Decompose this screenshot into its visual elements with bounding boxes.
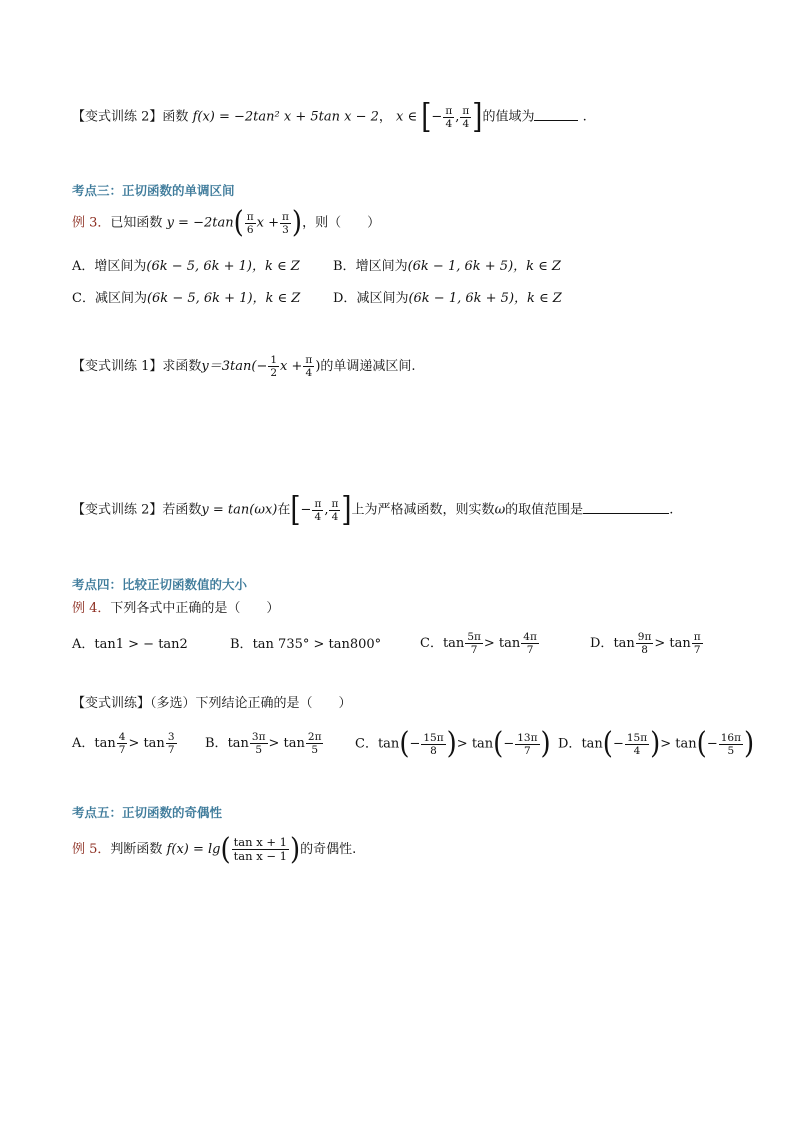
variant-1-decreasing-interval: 【变式训练 1】求函数y＝3tan(− $\frac{1}{2}$ x + $\frac{\pi}{4}$ )的单调递减区间. — [72, 354, 416, 379]
fraction: $\frac{\pi}{4}$ — [445, 104, 453, 130]
option-a: A．增区间为(6k − 5, 6k + 1)，k ∈ Z — [72, 259, 300, 274]
fraction: $\frac{\pi}{6}$ — [246, 210, 254, 236]
section-title-4: 考点四：比较正切函数值的大小 — [72, 577, 248, 592]
variant-2-value-range: 【变式训练 2】函数 f(x) = −2tan² x + 5tan x − 2， x ∈ [− $\frac{\pi}{4}$ , $\frac{\pi}{4}$ ]的值域为 . — [72, 97, 587, 137]
variant-option-b: B．tan $\frac{3\pi}{5}$ > tan $\frac{2\pi}{5}$ — [205, 731, 322, 756]
variant-option-c: C．tan(− $\frac{15\pi}{8}$ )> tan(− $\frac{13\pi}{7}$ ) — [355, 726, 551, 762]
variant-2-omega-range: 【变式训练 2】若函数y = tan(ωx)在[− $\frac{\pi}{4}$ , $\frac{\pi}{4}$ ]上为严格减函数，则实数ω的取值范围是 . — [72, 490, 674, 530]
function-expression: f(x) = −2tan² x + 5tan x − 2 — [192, 109, 379, 125]
example-4-option-a: A．tan1 > − tan2 — [72, 637, 188, 652]
example-4-option-b: B．tan 735° > tan800° — [230, 637, 382, 652]
example-4: 例 4．下列各式中正确的是（ ） — [72, 601, 280, 616]
example-5: 例 5．判断函数 f(x) = lg( $\frac{\text{tan x + 1}}{\text{tan x − 1}}$ )的奇偶性. — [72, 832, 357, 867]
fraction: $\frac{\pi}{3}$ — [282, 210, 289, 236]
section-title-3: 考点三：正切函数的单调区间 — [72, 183, 235, 198]
right-bracket: ] — [472, 97, 483, 137]
fraction: $\frac{\pi}{4}$ — [462, 104, 470, 130]
answer-blank — [583, 501, 669, 514]
option-d: D．减区间为(6k − 1, 6k + 5)，k ∈ Z — [333, 291, 562, 306]
option-b: B．增区间为(6k − 1, 6k + 5)，k ∈ Z — [333, 259, 561, 274]
example-4-option-d: D．tan $\frac{9\pi}{8}$ > tan $\frac{\pi}{7}$ — [590, 631, 701, 656]
fraction: $\frac{\pi}{4}$ — [331, 497, 339, 523]
example-4-option-c: C．tan $\frac{5\pi}{7}$ > tan $\frac{4\pi}{7}$ — [420, 631, 537, 656]
answer-blank — [534, 108, 578, 121]
fraction: $\frac{\pi}{4}$ — [314, 497, 322, 523]
example-3: 例 3．已知函数 y = −2tan( $\frac{\pi}{6}$ x + $\frac{\pi}{3}$ )，则（ ） — [72, 205, 381, 241]
variant-option-a: A．tan $\frac{4}{7}$ > tan $\frac{3}{7}$ — [72, 731, 175, 756]
fraction: $\frac{\text{tan x + 1}}{\text{tan x − 1}}$ — [233, 835, 287, 863]
section-title-5: 考点五：正切函数的奇偶性 — [72, 805, 223, 820]
option-c: C．减区间为(6k − 5, 6k + 1)，k ∈ Z — [72, 291, 301, 306]
fraction: $\frac{\pi}{4}$ — [305, 354, 313, 379]
left-bracket: [ — [421, 97, 432, 137]
fraction: $\frac{1}{2}$ — [270, 354, 278, 379]
variant-multiple-choice: 【变式训练】（多选）下列结论正确的是（ ） — [72, 696, 352, 711]
variant-option-d: D．tan(− $\frac{15\pi}{4}$ )> tan(− $\frac{16\pi}{5}$ ) — [558, 726, 755, 762]
